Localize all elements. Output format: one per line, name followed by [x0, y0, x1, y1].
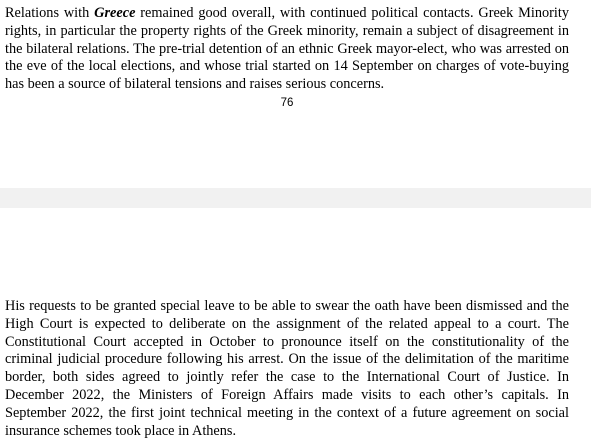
emphasis-greece: Greece [94, 5, 136, 21]
page-number: 76 [280, 97, 294, 109]
paragraph-court-proceedings: His requests to be granted special leave to be able to swear the oath have been dismissed and the High Court is expected to deliberate on the assignment of the related appeal to a court. The Constitutional Court accepted in October to pronounce itself on the constitutionality of the criminal judicial procedure following his arrest. On the issue of the delimitation of the maritime border, both sides agreed to jointly refer the case to the International Court of Justice. In December 2022, the Ministers of Foreign Affairs made visits to each other’s capitals. In September 2022, the first joint technical meeting in the context of a future agreement on social insurance schemes took place in Athens. [5, 298, 569, 439]
paragraph-greece-relations [5, 5, 569, 94]
page-separator [0, 188, 591, 208]
paragraph-body-text: remained good overall, with continued political contacts. Greek Minority rights, in particular the property rights of the Greek minority, remain a subject of disagreement in the bilateral relations. The pre-trial detention of an ethnic Greek mayor-elect, who was arrested on the eve of the local elections, and whose trial started on 14 September on charges of vote-buying has been a source of bilateral tensions and raises serious concerns. [5, 5, 569, 93]
paragraph-lead-text: Relations with [5, 5, 95, 21]
